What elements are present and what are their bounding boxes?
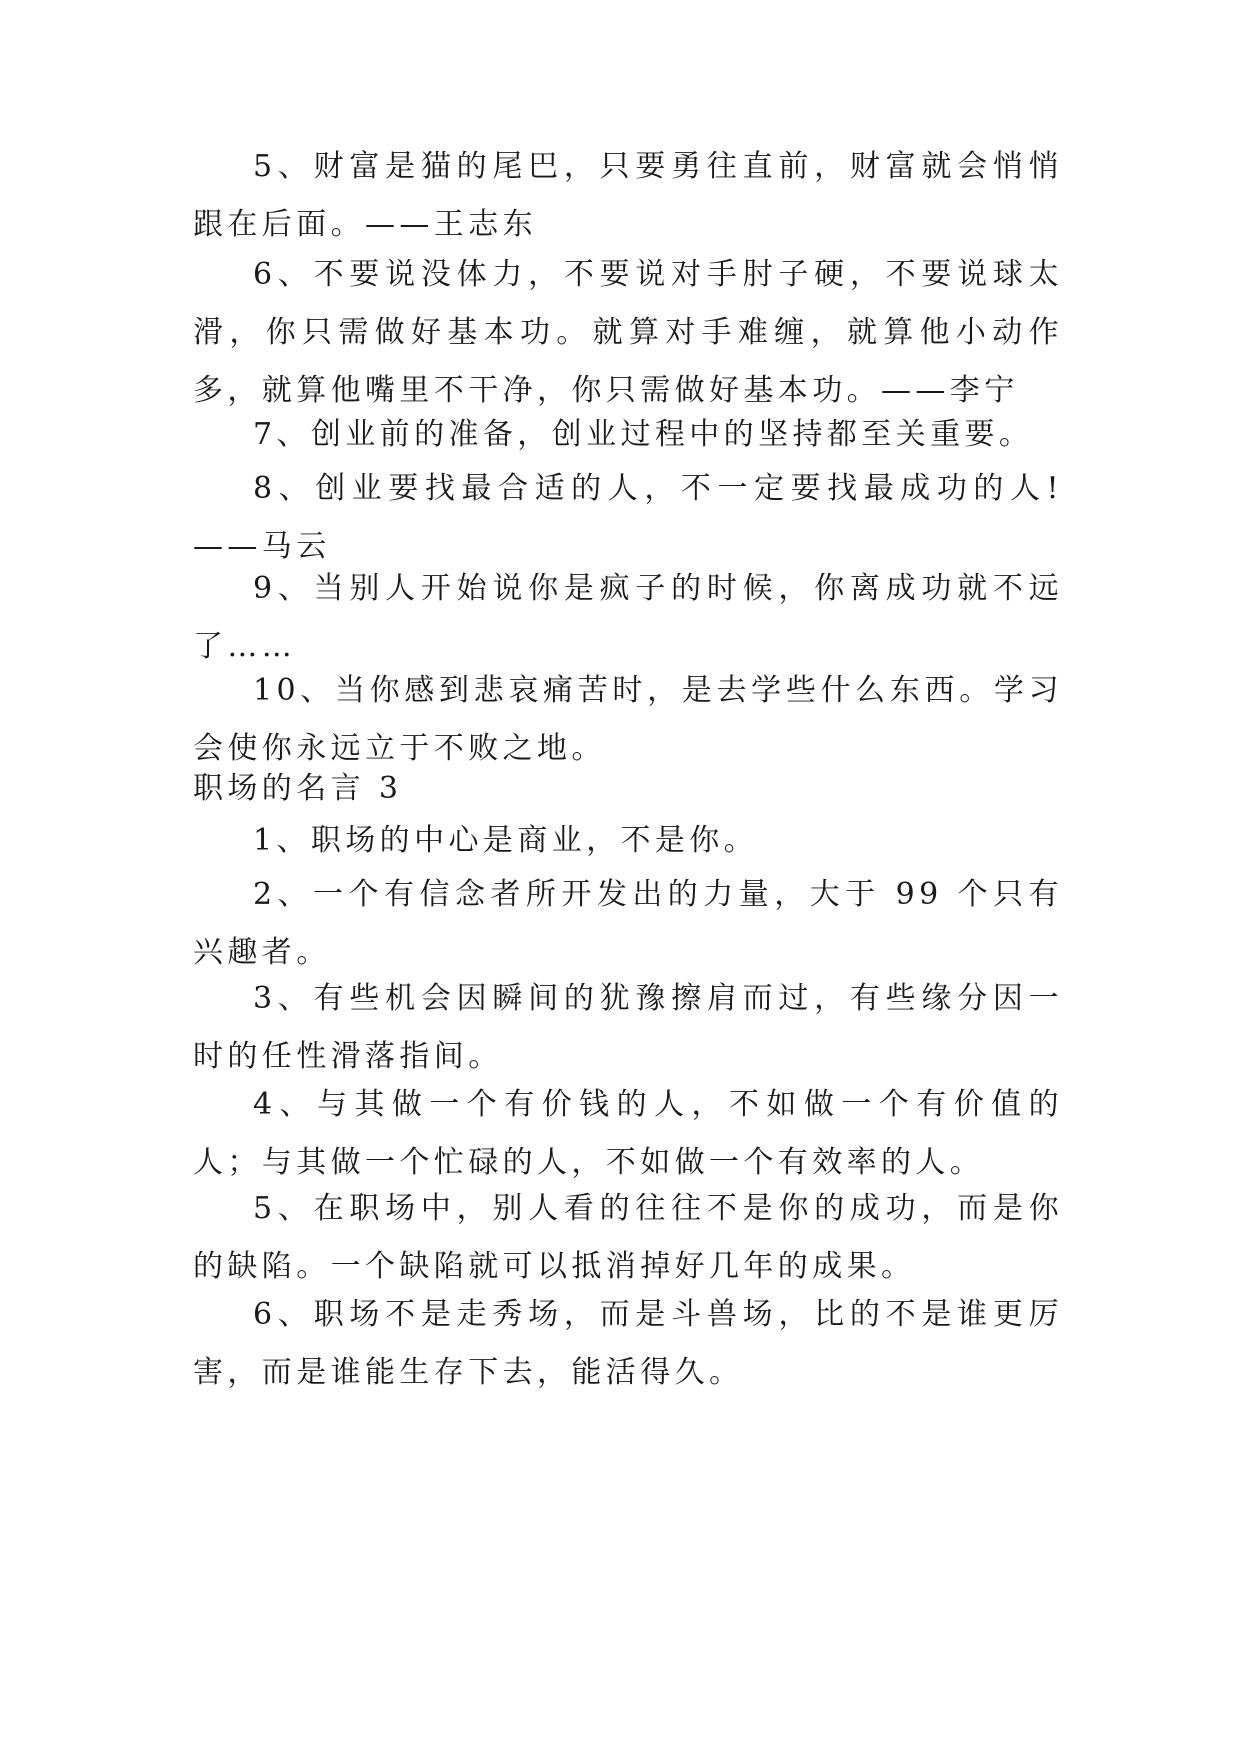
quote-paragraph: 2、一个有信念者所开发出的力量，大于 99 个只有兴趣者。 bbox=[193, 877, 1063, 970]
section-title: 职场的名言 3 bbox=[193, 771, 403, 806]
quote-paragraph: 4、与其做一个有价钱的人，不如做一个有价值的人；与其做一个忙碌的人，不如做一个有效率的人。 bbox=[193, 1087, 1063, 1180]
quote-paragraph: 8、创业要找最合适的人，不一定要找最成功的人!——马云 bbox=[193, 471, 1063, 564]
quote-paragraph: 1、职场的中心是商业，不是你。 bbox=[253, 823, 759, 858]
quote-paragraph: 6、职场不是走秀场，而是斗兽场，比的不是谁更厉害，而是谁能生存下去，能活得久。 bbox=[193, 1297, 1063, 1390]
quote-paragraph: 9、当别人开始说你是疯子的时候，你离成功就不远了…… bbox=[193, 571, 1063, 664]
quote-paragraph: 10、当你感到悲哀痛苦时，是去学些什么东西。学习会使你永远立于不败之地。 bbox=[193, 673, 1063, 766]
quote-paragraph: 5、在职场中，别人看的往往不是你的成功，而是你的缺陷。一个缺陷就可以抵消掉好几年的成果。 bbox=[193, 1191, 1063, 1284]
quote-paragraph: 6、不要说没体力，不要说对手肘子硬，不要说球太滑，你只需做好基本功。就算对手难缠，就算他小动作多，就算他嘴里不干净，你只需做好基本功。——李宁 bbox=[193, 257, 1063, 408]
quote-paragraph: 3、有些机会因瞬间的犹豫擦肩而过，有些缘分因一时的任性滑落指间。 bbox=[193, 981, 1063, 1074]
quote-paragraph: 5、财富是猫的尾巴，只要勇往直前，财富就会悄悄跟在后面。——王志东 bbox=[193, 149, 1063, 242]
quote-paragraph: 7、创业前的准备，创业过程中的坚持都至关重要。 bbox=[253, 417, 1034, 452]
